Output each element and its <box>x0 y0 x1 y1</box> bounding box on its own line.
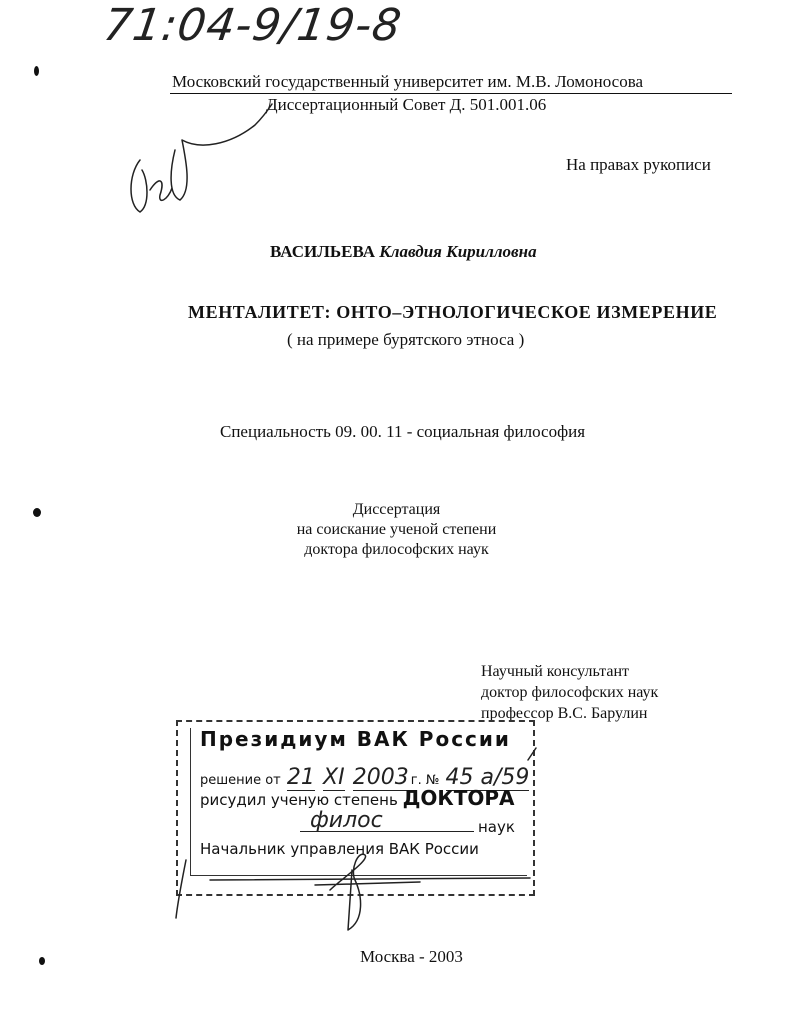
council-signature <box>131 104 272 212</box>
dissertation-council: Диссертационный Совет Д. 501.001.06 <box>266 95 547 114</box>
stamp-signature <box>315 854 420 930</box>
stamp-long-stroke <box>210 878 530 880</box>
stamp-decision-number-label: № <box>425 773 440 788</box>
university-name: Московский государственный университет им. М.В. Ломоносова <box>172 72 644 91</box>
stamp-title: Президиум ВАК России <box>200 727 511 751</box>
degree-line-2: на соискание ученой степени <box>296 521 497 538</box>
consultant-line-2: доктор философских наук <box>481 684 659 701</box>
stamp-decision-year-suffix: г. <box>410 773 422 788</box>
margin-stroke-left <box>176 860 186 918</box>
archive-code: 71:04-9/19-8 <box>100 0 405 51</box>
stamp-decision-year: 2003 <box>352 765 409 790</box>
dissertation-subtitle: ( на примере бурятского этноса ) <box>287 330 525 349</box>
city-year: Москва - 2003 <box>360 947 463 966</box>
stamp-awarded-prefix: рисудил ученую степень <box>200 791 398 809</box>
degree-line-1: Диссертация <box>352 501 441 518</box>
specialty: Специальность 09. 00. 11 - социальная философия <box>220 422 586 441</box>
degree-line-3: доктора философских наук <box>304 541 489 558</box>
dissertation-title: МЕНТАЛИТЕТ: ОНТО–ЭТНОЛОГИЧЕСКОЕ ИЗМЕРЕНИЕ <box>188 302 718 322</box>
stamp-decision-day: 21 <box>286 765 315 790</box>
stamp-field-handwritten: филос <box>310 808 383 833</box>
stamp-head-of-department: Начальник управления ВАК России <box>200 840 479 858</box>
stamp-sciences: наук <box>478 818 515 836</box>
stamp-edge-slash <box>528 748 536 760</box>
stamp-decision-number: 45 а/59 <box>445 765 530 790</box>
stamp-decision-prefix: решение от <box>200 773 281 788</box>
manuscript-note: На правах рукописи <box>566 155 711 174</box>
consultant-line-3: профессор В.С. Барулин <box>481 705 648 722</box>
stamp-decision-month: XI <box>323 765 345 790</box>
consultant-line-1: Научный консультант <box>481 663 629 680</box>
author-given-names: Клавдия Кирилловна <box>379 242 537 261</box>
stamp-awarded-degree: ДОКТОРА <box>402 786 515 810</box>
author-surname: ВАСИЛЬЕВА <box>270 242 375 261</box>
